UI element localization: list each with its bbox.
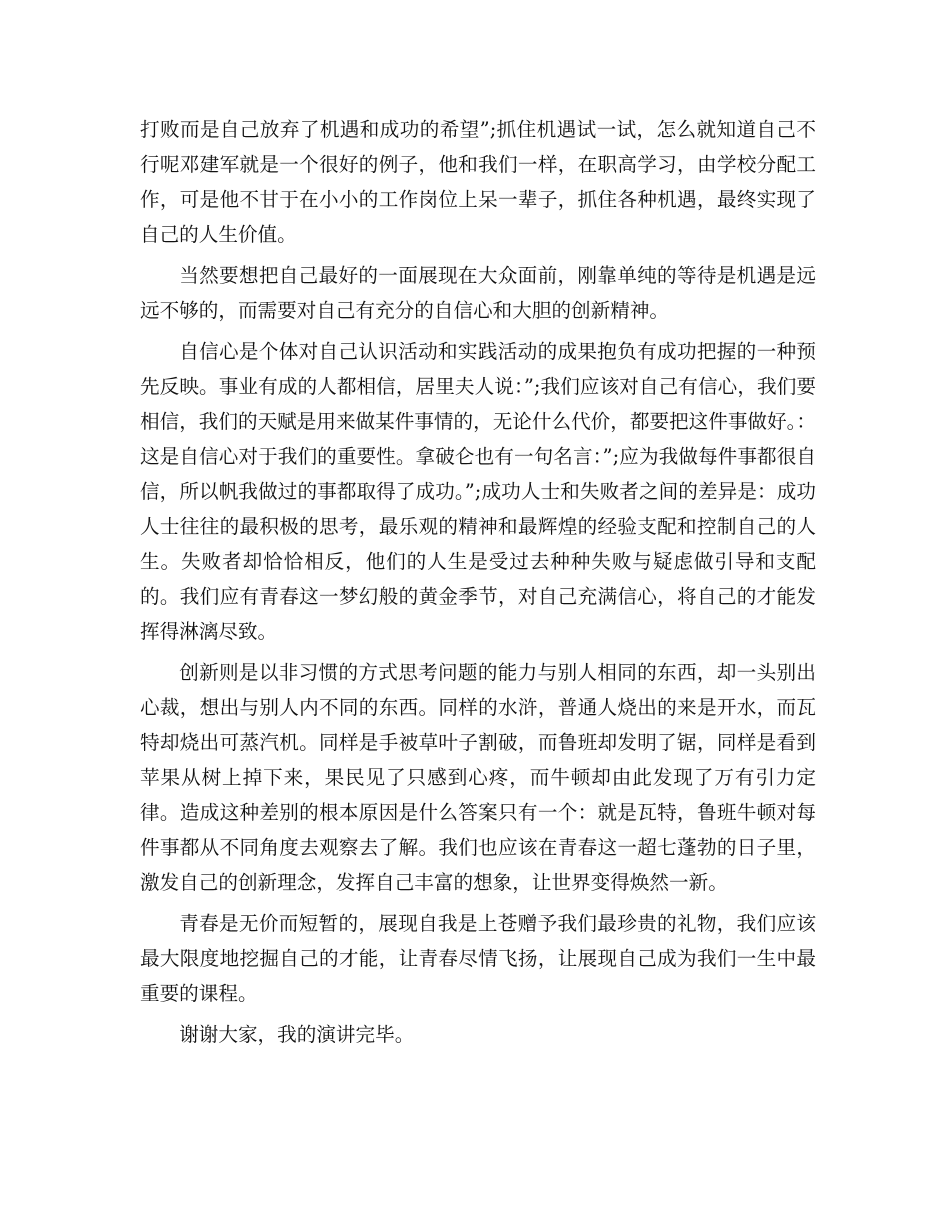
paragraph-innovation: 创新则是以非习惯的方式思考问题的能力与别人相同的东西，却一头别出心裁，想出与别人内不同的东西。同样的水浒，普通人烧出的来是开水，而瓦特却烧出可蒸汽机。同样是手被草叶子割破，而鲁班却发明了锯，同样是看到苹果从树上掉下来，果民见了只感到心疼，而牛顿却由此发现了万有引力定律。造成这种差别的根本原因是什么答案只有一个：就是瓦特，鲁班牛顿对每件事都从不同角度去观察去了解。我们也应该在青春这一超七蓬勃的日子里，激发自己的创新理念，发挥自己丰富的想象，让世界变得焕然一新。: [140, 661, 816, 894]
document-body: [140, 112, 816, 1058]
paragraph-self-confidence: 自信心是个体对自己认识活动和实践活动的成果抱负有成功把握的一种预先反映。事业有成的人都相信，居里夫人说：”;我们应该对自己有信心，我们要相信，我们的天赋是用来做某件事情的，无论什么代价，都要把这件事做好。：这是自信心对于我们的重要性。拿破仑也有一句名言：”;应为我做每件事都很自信，所以帆我做过的事都取得了成功。”;成功人士和失败者之间的差异是：成功人士往往的最积极的思考，最乐观的精神和最辉煌的经验支配和控制自己的人生。失败者却恰恰相反，他们的人生是受过去种种失败与疑虑做引导和支配的。我们应有青春这一梦幻般的黄金季节，对自己充满信心，将自己的才能发挥得淋漓尽致。: [140, 340, 816, 643]
paragraph-youth: 青春是无价而短暂的，展现自我是上苍赠予我们最珍贵的礼物，我们应该最大限度地挖掘自己的才能，让青春尽情飞扬，让展现自己成为我们一生中最重要的课程。: [140, 912, 816, 1005]
paragraph-opportunity-continued: 打败而是自己放弃了机遇和成功的希望”;抓住机遇试一试，怎么就知道自己不行呢邓建军就是一个很好的例子，他和我们一样，在职高学习，由学校分配工作，可是他不甘于在小小的工作岗位上呆一辈子，抓住各种机遇，最终实现了自己的人生价值。: [140, 118, 816, 246]
paragraph-closing: 谢谢大家，我的演讲完毕。: [179, 1023, 415, 1046]
paragraph-confidence-and-innovation: 当然要想把自己最好的一面展现在大众面前，刚靠单纯的等待是机遇是远远不够的，而需要对自己有充分的自信心和大胆的创新精神。: [140, 264, 816, 322]
